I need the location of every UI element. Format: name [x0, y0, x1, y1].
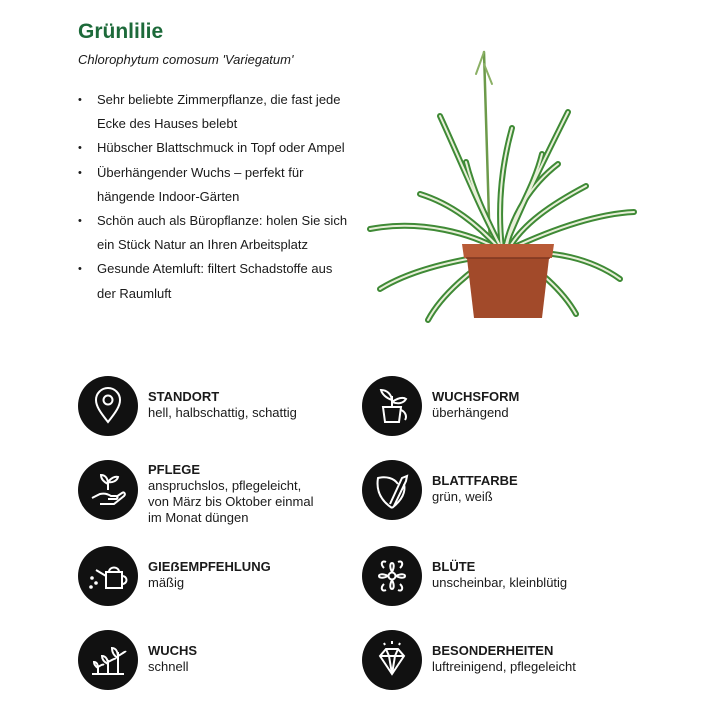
- feature-label: BESONDERHEITEN: [432, 643, 554, 658]
- feature-bullet-list: [78, 88, 368, 306]
- feature-label: STANDORT: [148, 389, 220, 404]
- feature-blattfarbe: [362, 460, 662, 524]
- plant-image: [362, 44, 640, 334]
- botanical-name: Chlorophytum comosum 'Variegatum': [78, 52, 294, 67]
- diamond-icon: [362, 630, 422, 690]
- hand-seedling-icon: [78, 460, 138, 520]
- feature-wuchs: [78, 630, 378, 694]
- feature-label: PFLEGE: [148, 462, 201, 477]
- feature-value: von März bis Oktober einmal: [148, 494, 314, 509]
- bullet-dot-icon: •: [78, 263, 82, 276]
- feature-label: BLÜTE: [432, 559, 476, 574]
- sprouts-icon: [78, 630, 138, 690]
- watering-can-icon: [78, 546, 138, 606]
- bullet-item: • Gesunde Atemluft: filtert Schadstoffe aus der Raumluft: [78, 257, 368, 305]
- flower-icon: [362, 546, 422, 606]
- feature-label: WUCHSFORM: [432, 389, 520, 404]
- bullet-dot-icon: •: [78, 215, 82, 228]
- feature-besonderheiten: [362, 630, 662, 694]
- feature-standort: [78, 376, 378, 440]
- feature-giessempfehlung: [78, 546, 378, 610]
- feature-wuchsform: [362, 376, 662, 440]
- feature-value: schnell: [148, 659, 189, 674]
- feature-value: im Monat düngen: [148, 510, 249, 525]
- feature-value: hell, halbschattig, schattig: [148, 405, 297, 420]
- feature-value: mäßig: [148, 575, 185, 590]
- feature-label: WUCHS: [148, 643, 198, 658]
- location-pin-icon: [78, 376, 138, 436]
- feature-label: BLATTFARBE: [432, 473, 518, 488]
- feature-value: überhängend: [432, 405, 509, 420]
- bullet-dot-icon: •: [78, 94, 82, 106]
- bullet-item: • Hübscher Blattschmuck in Topf oder Ampel: [78, 136, 368, 160]
- potted-plant-icon: [362, 376, 422, 436]
- bullet-dot-icon: •: [78, 166, 82, 179]
- feature-pflege: [78, 460, 378, 524]
- bullet-item: • Überhängender Wuchs – perfekt für hängende Indoor-Gärten: [78, 161, 368, 209]
- feature-value: unscheinbar, kleinblütig: [432, 575, 568, 590]
- bullet-item: • Schön auch als Büropflanze: holen Sie sich ein Stück Natur an Ihren Arbeitsplatz: [78, 209, 368, 257]
- product-title: Grünlilie: [78, 20, 164, 43]
- leaf-brush-icon: [362, 460, 422, 520]
- feature-bluete: [362, 546, 662, 610]
- feature-label: GIEẞEMPFEHLUNG: [148, 559, 271, 574]
- bullet-item: • Sehr beliebte Zimmerpflanze, die fast jede Ecke des Hauses belebt: [78, 88, 368, 136]
- feature-value: anspruchslos, pflegeleicht,: [148, 478, 302, 493]
- feature-value: luftreinigend, pflegeleicht: [432, 659, 576, 674]
- feature-value: grün, weiß: [432, 489, 493, 504]
- bullet-dot-icon: •: [78, 142, 82, 155]
